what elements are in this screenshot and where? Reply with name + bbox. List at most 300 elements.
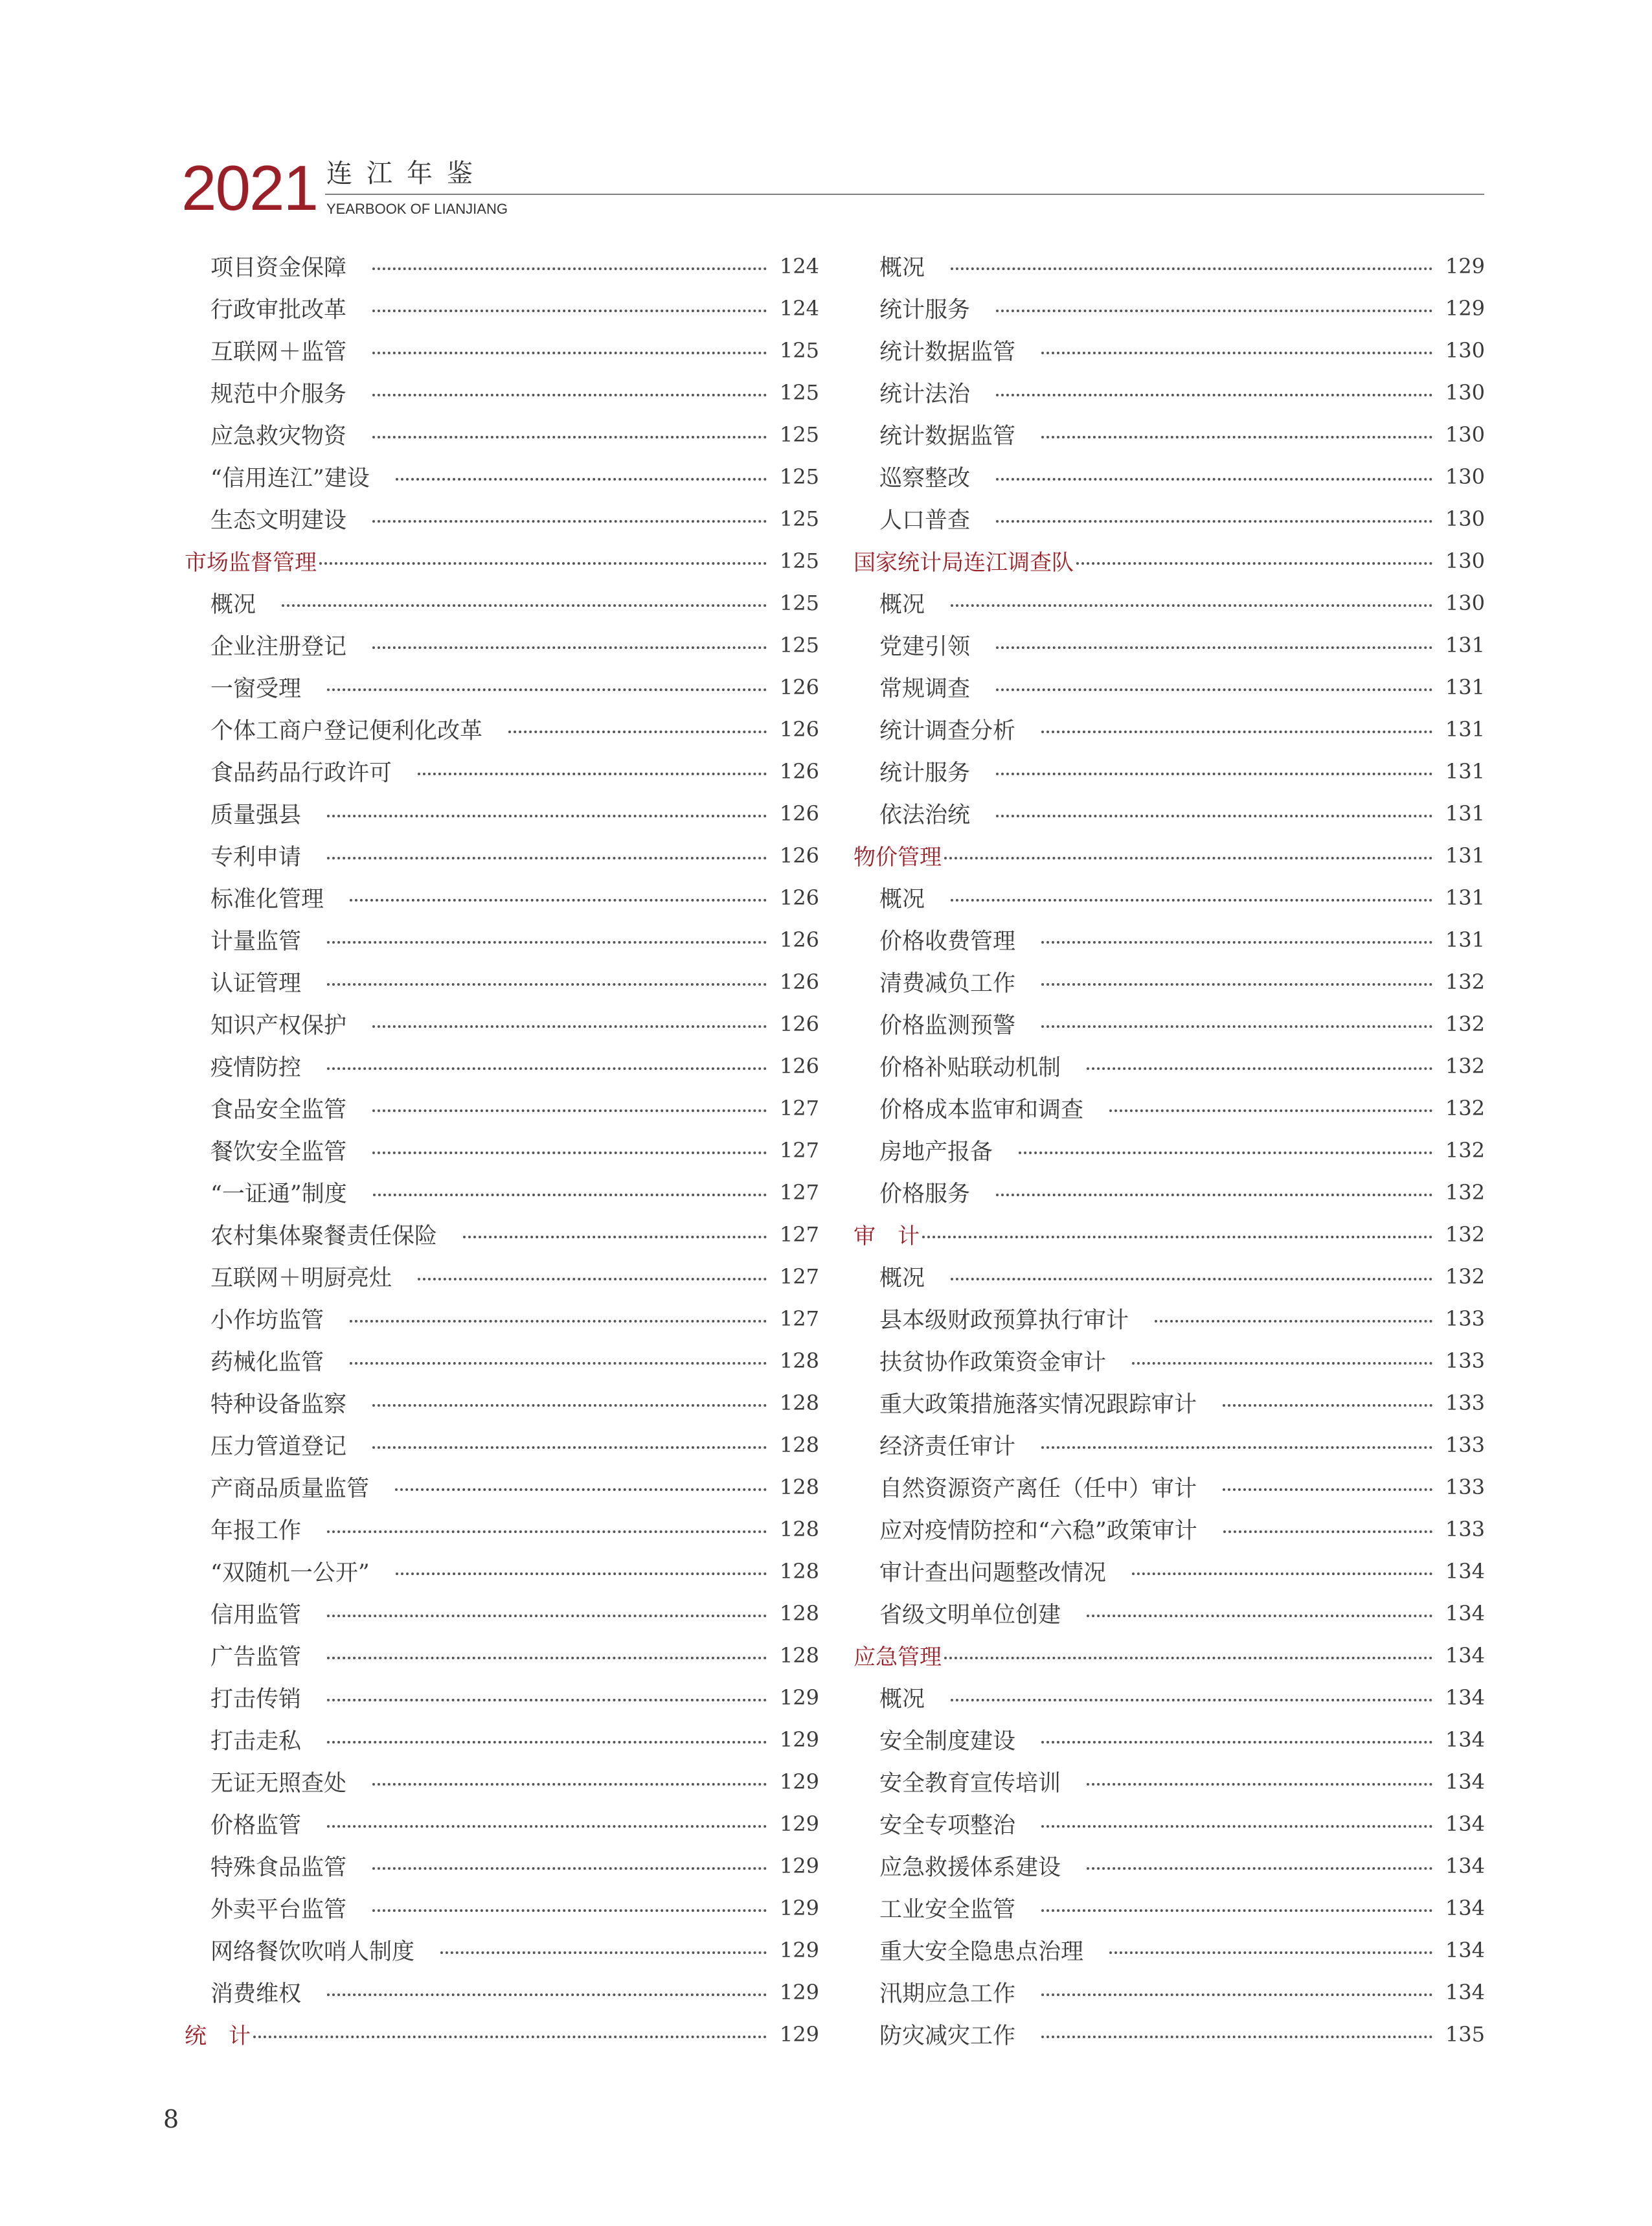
toc-entry-title: 标准化管理 [210, 886, 324, 913]
dot-leader [996, 646, 1432, 649]
toc-page-number: 126 [779, 1053, 819, 1078]
toc-entry-title: 互联网＋监管 [210, 339, 347, 365]
toc-entry-title: 安全专项整治 [879, 1812, 1016, 1839]
dot-leader [396, 478, 767, 481]
toc-entry-title: 外卖平台监管 [210, 1896, 347, 1923]
dot-leader [350, 1320, 767, 1323]
toc-entry[interactable] [854, 1045, 1485, 1087]
toc-page-number: 126 [779, 885, 819, 910]
toc-entry-title: 依法治统 [879, 802, 971, 828]
dot-leader [373, 1194, 767, 1196]
toc-entry-title: 信用监管 [210, 1602, 302, 1628]
dot-leader [327, 815, 767, 817]
toc-entry[interactable] [854, 624, 1485, 666]
toc-entry[interactable] [185, 918, 819, 960]
toc-page-number: 132 [1445, 1053, 1485, 1078]
dot-leader [372, 352, 767, 354]
toc-page-number: 129 [779, 1685, 819, 1710]
toc-entry-title: 产商品质量监管 [210, 1475, 370, 1502]
toc-entry-title: 价格收费管理 [879, 928, 1016, 955]
toc-page-number: 134 [1445, 1727, 1485, 1752]
toc-entry-title: 无证无照查处 [210, 1770, 347, 1797]
toc-page-number: 129 [779, 1811, 819, 1836]
toc-entry-title: 概况 [879, 886, 925, 913]
toc-page-number: 129 [779, 2021, 819, 2047]
dot-leader [996, 688, 1432, 691]
header-divider [325, 194, 1484, 195]
toc-page-number: 126 [779, 1011, 819, 1036]
toc-entry-title: 汛期应急工作 [879, 1981, 1016, 2007]
toc-entry[interactable] [185, 455, 819, 497]
dot-leader [996, 773, 1432, 775]
toc-page-number: 126 [779, 716, 819, 742]
toc-entry[interactable] [854, 1381, 1485, 1424]
toc-entry-title: 规范中介服务 [210, 381, 347, 407]
toc-page-number: 132 [1445, 1095, 1485, 1120]
toc-entry[interactable] [185, 1129, 819, 1171]
toc-entry[interactable] [185, 1466, 819, 1508]
toc-page-number: 134 [1445, 1979, 1485, 2005]
toc-page-number: 128 [779, 1558, 819, 1584]
dot-leader [1223, 1530, 1432, 1533]
toc-page-number: 131 [1445, 801, 1485, 826]
toc-entry-title: 经济责任审计 [879, 1433, 1016, 1460]
toc-entry-title: 认证管理 [210, 970, 302, 997]
toc-entry[interactable] [854, 708, 1485, 750]
toc-entry-title: 打击走私 [210, 1728, 302, 1755]
dot-leader [418, 773, 767, 775]
toc-entry-title: 省级文明单位创建 [879, 1602, 1061, 1628]
toc-entry[interactable] [185, 1550, 819, 1592]
toc-entry[interactable] [854, 1171, 1485, 1213]
toc-section-title: 审 计 [854, 1223, 920, 1249]
toc-section-title: 国家统计局连江调查队 [854, 550, 1074, 576]
dot-leader [1041, 1825, 1432, 1828]
toc-page-number: 133 [1445, 1432, 1485, 1457]
toc-entry[interactable] [854, 1508, 1485, 1550]
dot-leader [463, 1236, 767, 1238]
dot-leader [1076, 562, 1432, 565]
toc-entry-title: 统计法治 [879, 381, 971, 407]
toc-page-number: 130 [1445, 464, 1485, 489]
toc-entry-title: 防灾减灾工作 [879, 2023, 1016, 2049]
toc-section-title: 应急管理 [854, 1644, 942, 1670]
toc-entry-title: 小作坊监管 [210, 1307, 324, 1334]
toc-entry[interactable] [185, 245, 819, 287]
dot-leader [1109, 1951, 1432, 1954]
toc-entry[interactable] [854, 1971, 1485, 2013]
toc-entry-title: “信用连江”建设 [210, 465, 370, 492]
toc-section-entry[interactable] [185, 539, 819, 582]
dot-leader [996, 1194, 1432, 1196]
toc-entry-title: 概况 [210, 591, 256, 618]
toc-entry[interactable] [185, 1297, 819, 1339]
toc-entry[interactable] [185, 960, 819, 1003]
toc-page-number: 128 [779, 1600, 819, 1626]
toc-entry-title: 县本级财政预算执行审计 [879, 1307, 1129, 1334]
dot-leader [372, 1783, 767, 1786]
dot-leader [1041, 1993, 1432, 1996]
toc-entry-title: 党建引领 [879, 633, 971, 660]
dot-leader [922, 1236, 1432, 1238]
dot-leader [327, 941, 767, 944]
dot-leader [1041, 1909, 1432, 1912]
toc-entry-title: 价格监测预警 [879, 1012, 1016, 1039]
toc-section-entry[interactable] [185, 2013, 819, 2055]
toc-entry[interactable] [854, 497, 1485, 539]
toc-entry[interactable] [854, 1718, 1485, 1760]
toc-entry[interactable] [854, 2013, 1485, 2055]
toc-page-number: 132 [1445, 969, 1485, 994]
toc-entry[interactable] [854, 287, 1485, 329]
toc-entry[interactable] [854, 1003, 1485, 1045]
toc-page-number: 128 [779, 1516, 819, 1541]
toc-page-number: 128 [779, 1474, 819, 1499]
toc-page-number: 130 [1445, 380, 1485, 405]
dot-leader [327, 1993, 767, 1996]
toc-page-number: 125 [779, 590, 819, 615]
toc-entry[interactable] [185, 1003, 819, 1045]
toc-page-number: 127 [779, 1221, 819, 1247]
toc-entry[interactable] [185, 1845, 819, 1887]
toc-entry[interactable] [854, 1676, 1485, 1718]
dot-leader [1041, 436, 1432, 438]
yearbook-subtitle: YEARBOOK OF LIANJIANG [326, 201, 508, 217]
toc-entry[interactable] [854, 245, 1485, 287]
dot-leader [327, 1657, 767, 1659]
toc-page-number: 126 [779, 843, 819, 868]
toc-entry[interactable] [854, 1129, 1485, 1171]
toc-entry[interactable] [854, 1424, 1485, 1466]
dot-leader [253, 2036, 767, 2038]
dot-leader [372, 267, 767, 270]
dot-leader [1155, 1320, 1432, 1323]
dot-leader [350, 899, 767, 902]
toc-entry[interactable] [185, 1213, 819, 1255]
toc-page-number: 131 [1445, 885, 1485, 910]
toc-entry[interactable] [854, 1550, 1485, 1592]
toc-entry[interactable] [185, 1929, 819, 1971]
toc-entry-title: 一窗受理 [210, 676, 302, 702]
dot-leader [951, 1699, 1432, 1701]
toc-entry[interactable] [854, 1887, 1485, 1929]
toc-entry[interactable] [854, 371, 1485, 413]
toc-entry[interactable] [185, 1508, 819, 1550]
toc-entry-title: 价格补贴联动机制 [879, 1054, 1061, 1081]
toc-entry[interactable] [185, 371, 819, 413]
toc-page-number: 125 [779, 380, 819, 405]
toc-entry-title: 疫情防控 [210, 1054, 302, 1081]
toc-entry[interactable] [854, 918, 1485, 960]
toc-entry-title: 安全制度建设 [879, 1728, 1016, 1755]
toc-entry[interactable] [185, 1971, 819, 2013]
dot-leader [1041, 352, 1432, 354]
dot-leader [372, 1867, 767, 1870]
toc-page-number: 134 [1445, 1642, 1485, 1668]
toc-page-number: 133 [1445, 1516, 1485, 1541]
toc-entry[interactable] [854, 1760, 1485, 1802]
toc-entry-title: 行政审批改革 [210, 297, 347, 323]
dot-leader [372, 1109, 767, 1112]
toc-entry-title: 互联网＋明厨亮灶 [210, 1265, 392, 1291]
toc-section-title: 物价管理 [854, 845, 942, 870]
dot-leader [319, 562, 767, 565]
toc-page-number: 127 [779, 1306, 819, 1331]
toc-page-number: 131 [1445, 674, 1485, 699]
toc-page-number: 127 [779, 1137, 819, 1163]
toc-section-title: 统 计 [185, 2023, 251, 2049]
dot-leader [1087, 1783, 1432, 1786]
toc-entry[interactable] [185, 1424, 819, 1466]
toc-entry[interactable] [185, 287, 819, 329]
toc-page-number: 133 [1445, 1348, 1485, 1373]
dot-leader [944, 857, 1432, 859]
dot-leader [1132, 1362, 1432, 1365]
toc-entry-title: 房地产报备 [879, 1139, 993, 1165]
dot-leader [1041, 1025, 1432, 1028]
toc-page-number: 129 [779, 1979, 819, 2005]
toc-page-number: 134 [1445, 1853, 1485, 1878]
toc-entry-title: 个体工商户登记便利化改革 [210, 718, 483, 744]
toc-entry[interactable] [854, 582, 1485, 624]
toc-page-number: 130 [1445, 548, 1485, 573]
toc-entry-title: “双随机一公开” [210, 1560, 370, 1586]
dot-leader [1109, 1109, 1432, 1112]
toc-page-number: 129 [779, 1937, 819, 1962]
dot-leader [327, 688, 767, 691]
page-header [181, 152, 1483, 223]
toc-entry-title: 消费维权 [210, 1981, 302, 2007]
dot-leader [327, 1615, 767, 1617]
toc-entry-title: 概况 [879, 1686, 925, 1712]
toc-entry-title: 质量强县 [210, 802, 302, 828]
toc-page-number: 124 [779, 295, 819, 321]
dot-leader [508, 731, 767, 733]
dot-leader [1223, 1488, 1432, 1491]
toc-entry-title: 价格成本监审和调查 [879, 1096, 1084, 1123]
toc-page-number: 132 [1445, 1264, 1485, 1289]
dot-leader [327, 1825, 767, 1828]
toc-entry[interactable] [185, 582, 819, 624]
toc-entry-title: 生态文明建设 [210, 507, 347, 534]
dot-leader [372, 436, 767, 438]
toc-entry-title: 价格监管 [210, 1812, 302, 1839]
dot-leader [282, 604, 767, 607]
toc-entry-title: 工业安全监管 [879, 1896, 1016, 1923]
dot-leader [327, 1741, 767, 1743]
toc-entry-title: 常规调查 [879, 676, 971, 702]
toc-page-number: 129 [1445, 253, 1485, 278]
toc-page-number: 134 [1445, 1769, 1485, 1794]
toc-page-number: 129 [779, 1769, 819, 1794]
toc-entry[interactable] [185, 1255, 819, 1297]
toc-entry[interactable] [854, 1297, 1485, 1339]
toc-entry[interactable] [185, 497, 819, 539]
toc-page-number: 131 [1445, 927, 1485, 952]
toc-page-number: 130 [1445, 337, 1485, 363]
toc-entry-title: 安全教育宣传培训 [879, 1770, 1061, 1797]
toc-page-number: 131 [1445, 843, 1485, 868]
toc-page-number: 134 [1445, 1600, 1485, 1626]
toc-entry-title: 扶贫协作政策资金审计 [879, 1349, 1107, 1376]
toc-entry[interactable] [185, 413, 819, 455]
toc-entry-title: 年报工作 [210, 1517, 302, 1544]
toc-page-number: 132 [1445, 1137, 1485, 1163]
toc-entry[interactable] [854, 792, 1485, 834]
toc-entry[interactable] [185, 1592, 819, 1634]
toc-entry[interactable] [854, 413, 1485, 455]
toc-entry[interactable] [854, 1802, 1485, 1845]
toc-page-number: 126 [779, 801, 819, 826]
toc-page-number: 129 [779, 1727, 819, 1752]
dot-leader [440, 1951, 767, 1954]
toc-entry-title: 统计调查分析 [879, 718, 1016, 744]
toc-page-number: 133 [1445, 1306, 1485, 1331]
toc-entry[interactable] [185, 750, 819, 792]
toc-entry-title: 巡察整改 [879, 465, 971, 492]
toc-section-entry[interactable] [854, 539, 1485, 582]
toc-entry[interactable] [854, 455, 1485, 497]
toc-entry-title: 重大安全隐患点治理 [879, 1938, 1084, 1965]
toc-page-number: 133 [1445, 1474, 1485, 1499]
toc-entry-title: 压力管道登记 [210, 1433, 347, 1460]
toc-page-number: 125 [779, 548, 819, 573]
dot-leader [951, 604, 1432, 607]
dot-leader [951, 1278, 1432, 1280]
toc-entry-title: 食品药品行政许可 [210, 760, 392, 786]
dot-leader [996, 310, 1432, 312]
toc-entry[interactable] [854, 1339, 1485, 1381]
toc-entry-title: 统计服务 [879, 760, 971, 786]
toc-page-number: 129 [779, 1853, 819, 1878]
toc-entry[interactable] [185, 624, 819, 666]
toc-entry[interactable] [854, 1466, 1485, 1508]
toc-entry-title: 自然资源资产离任（任中）审计 [879, 1475, 1197, 1502]
toc-entry[interactable] [854, 1255, 1485, 1297]
toc-section-title: 市场监督管理 [185, 550, 317, 576]
toc-entry-title: 统计数据监管 [879, 423, 1016, 449]
dot-leader [996, 394, 1432, 396]
toc-entry[interactable] [854, 666, 1485, 708]
toc-entry[interactable] [185, 666, 819, 708]
toc-entry[interactable] [185, 1760, 819, 1802]
toc-entry[interactable] [185, 1087, 819, 1129]
dot-leader [996, 520, 1432, 523]
toc-entry[interactable] [185, 1802, 819, 1845]
dot-leader [372, 310, 767, 312]
toc-entry[interactable] [854, 960, 1485, 1003]
dot-leader [372, 646, 767, 649]
toc-entry[interactable] [185, 1171, 819, 1213]
dot-leader [372, 1404, 767, 1407]
toc-entry-title: 药械化监管 [210, 1349, 324, 1376]
toc-page-number: 134 [1445, 1937, 1485, 1962]
toc-page-number: 127 [779, 1264, 819, 1289]
toc-page-number: 126 [779, 969, 819, 994]
toc-entry-title: 价格服务 [879, 1181, 971, 1207]
toc-entry[interactable] [854, 1845, 1485, 1887]
toc-entry[interactable] [854, 750, 1485, 792]
dot-leader [395, 1488, 767, 1491]
dot-leader [1041, 1741, 1432, 1743]
toc-entry-title: 统计服务 [879, 297, 971, 323]
toc-page-number: 133 [1445, 1390, 1485, 1415]
dot-leader [1223, 1404, 1432, 1407]
toc-entry-title: “一证通”制度 [210, 1181, 347, 1207]
toc-page-number: 126 [779, 674, 819, 699]
dot-leader [350, 1362, 767, 1365]
toc-entry[interactable] [185, 1045, 819, 1087]
toc-entry[interactable] [185, 792, 819, 834]
toc-entry[interactable] [185, 1676, 819, 1718]
toc-page-number: 135 [1445, 2021, 1485, 2047]
toc-page-number: 128 [779, 1390, 819, 1415]
dot-leader [1041, 941, 1432, 944]
dot-leader [327, 857, 767, 859]
toc-entry[interactable] [854, 1929, 1485, 1971]
toc-entry-title: 餐饮安全监管 [210, 1139, 347, 1165]
toc-page-number: 131 [1445, 758, 1485, 784]
toc-section-entry[interactable] [854, 834, 1485, 876]
toc-entry[interactable] [854, 1592, 1485, 1634]
toc-page-number: 130 [1445, 590, 1485, 615]
toc-page-number: 131 [1445, 632, 1485, 657]
toc-entry[interactable] [185, 876, 819, 918]
toc-section-entry[interactable] [854, 1634, 1485, 1676]
toc-page-number: 126 [779, 758, 819, 784]
toc-entry[interactable] [854, 876, 1485, 918]
toc-entry-title: 重大政策措施落实情况跟踪审计 [879, 1391, 1197, 1418]
toc-entry[interactable] [854, 1087, 1485, 1129]
toc-page-number: 132 [1445, 1179, 1485, 1205]
toc-page-number: 128 [779, 1432, 819, 1457]
toc-entry-title: 知识产权保护 [210, 1012, 347, 1039]
dot-leader [1019, 1152, 1432, 1154]
dot-leader [372, 1152, 767, 1154]
dot-leader [1041, 983, 1432, 986]
toc-page-number: 127 [779, 1095, 819, 1120]
toc-entry[interactable] [185, 1381, 819, 1424]
toc-entry[interactable] [185, 1887, 819, 1929]
toc-entry-title: 审计查出问题整改情况 [879, 1560, 1107, 1586]
toc-entry-title: 特殊食品监管 [210, 1854, 347, 1881]
toc-page-number: 126 [779, 927, 819, 952]
toc-entry[interactable] [185, 1634, 819, 1676]
toc-section-entry[interactable] [854, 1213, 1485, 1255]
toc-entry-title: 应急救援体系建设 [879, 1854, 1061, 1881]
toc-entry[interactable] [185, 834, 819, 876]
dot-leader [418, 1278, 767, 1280]
toc-page-number: 134 [1445, 1895, 1485, 1920]
toc-entry-title: 概况 [879, 1265, 925, 1291]
toc-entry[interactable] [185, 329, 819, 371]
toc-entry-title: 农村集体聚餐责任保险 [210, 1223, 438, 1249]
toc-page-number: 125 [779, 632, 819, 657]
dot-leader [327, 1699, 767, 1701]
toc-entry-title: 清费减负工作 [879, 970, 1016, 997]
toc-entry-title: 计量监管 [210, 928, 302, 955]
toc-entry[interactable] [185, 1339, 819, 1381]
toc-entry-title: 应急救灾物资 [210, 423, 347, 449]
toc-entry[interactable] [854, 329, 1485, 371]
toc-entry[interactable] [185, 1718, 819, 1760]
dot-leader [372, 1446, 767, 1449]
dot-leader [327, 1530, 767, 1533]
toc-page-number: 129 [779, 1895, 819, 1920]
toc-entry[interactable] [185, 708, 819, 750]
toc-entry-title: 专利申请 [210, 844, 302, 870]
toc-entry-title: 统计数据监管 [879, 339, 1016, 365]
